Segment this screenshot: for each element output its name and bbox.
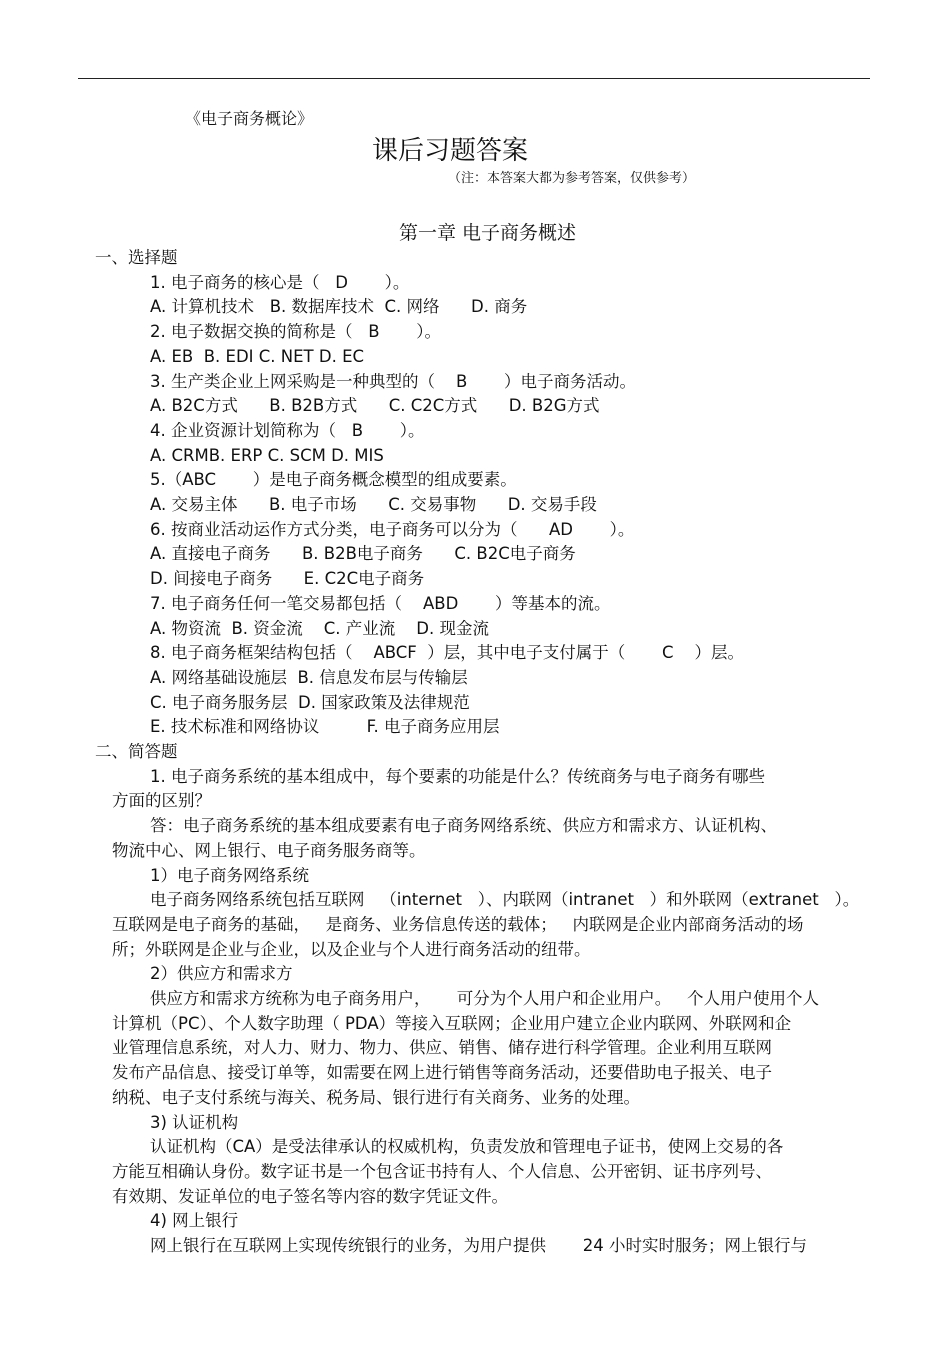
text-line: 4) 网上银行 (150, 1211, 239, 1231)
section-heading: 一、选择题 (95, 248, 178, 267)
text-line: 1. 电子商务的核心是（ D ）。 (150, 272, 410, 292)
text-line: 2. 电子数据交换的简称是（ B ）。 (150, 322, 442, 342)
text-line: 1. 电子商务系统的基本组成中，每个要素的功能是什么？传统商务与电子商务有哪些 (150, 766, 765, 786)
text-line: C. 电子商务服务层 D. 国家政策及法律规范 (150, 692, 470, 712)
text-line: 纳税、电子支付系统与海关、税务局、银行进行有关商务、业务的处理。 (112, 1087, 640, 1107)
text-line: A. B2C方式 B. B2B方式 C. C2C方式 D. B2G方式 (150, 396, 600, 416)
text-line: 业管理信息系统，对人力、财力、物力、供应、销售、储存进行科学管理。企业利用互联网 (112, 1038, 772, 1058)
text-line: 所；外联网是企业与企业，以及企业与个人进行商务活动的纽带。 (112, 939, 591, 959)
text-line: A. CRMB. ERP C. SCM D. MIS (150, 445, 384, 465)
text-line: A. EB B. EDI C. NET D. EC (150, 346, 365, 366)
text-line: 6. 按商业活动运作方式分类，电子商务可以分为（ AD ）。 (150, 519, 635, 539)
text-line: 2）供应方和需求方 (150, 964, 293, 984)
text-line: 计算机（PC）、个人数字助理（ PDA）等接入互联网；企业用户建立企业内联网、外联网和企 (112, 1013, 792, 1033)
text-line: 1）电子商务网络系统 (150, 865, 309, 885)
book-title: 《电子商务概论》 (185, 109, 314, 128)
text-line: 网上银行在互联网上实现传统银行的业务，为用户提供 24 小时实时服务；网上银行与 (150, 1236, 807, 1255)
text-line: A. 直接电子商务 B. B2B电子商务 C. B2C电子商务 (150, 544, 576, 564)
text-line: A. 计算机技术 B. 数据库技术 C. 网络 D. 商务 (150, 297, 528, 317)
text-line: 5.（ABC ）是电子商务概念模型的组成要素。 (150, 470, 517, 490)
text-line: 发布产品信息、接受订单等，如需要在网上进行销售等商务活动，还要借助电子报关、电子 (112, 1063, 772, 1083)
text-line: 有效期、发证单位的电子签名等内容的数字凭证文件。 (112, 1186, 508, 1206)
text-line: 3. 生产类企业上网采购是一种典型的（ B ）电子商务活动。 (150, 371, 637, 391)
text-line: 电子商务网络系统包括互联网 （internet ）、内联网（intranet ）和外联网（extranet ）。 (150, 890, 860, 910)
text-line: E. 技术标准和网络协议 F. 电子商务应用层 (150, 717, 500, 737)
header-rule (78, 78, 870, 79)
text-line: 7. 电子商务任何一笔交易都包括（ ABD ）等基本的流。 (150, 593, 611, 613)
note-text: （注：本答案大都为参考答案，仅供参考） (448, 171, 696, 186)
text-line: 供应方和需求方统称为电子商务用户， 可分为个人用户和企业用户。 个人用户使用个人 (150, 989, 819, 1008)
text-line: A. 物资流 B. 资金流 C. 产业流 D. 现金流 (150, 618, 489, 638)
text-line: 互联网是电子商务的基础， 是商务、业务信息传送的载体； 内联网是企业内部商务活动的场 (112, 914, 804, 934)
chapter-title: 第一章 电子商务概述 (398, 222, 577, 244)
text-line: 3) 认证机构 (150, 1112, 239, 1132)
text-line: 答：电子商务系统的基本组成要素有电子商务网络系统、供应方和需求方、认证机构、 (150, 816, 777, 836)
section-heading: 二、简答题 (95, 742, 178, 761)
text-line: 认证机构（CA）是受法律承认的权威机构，负责发放和管理电子证书，使网上交易的各 (150, 1137, 784, 1157)
text-line: 方面的区别？ (112, 791, 211, 811)
text-line: 物流中心、网上银行、电子商务服务商等。 (112, 840, 426, 860)
text-line: A. 网络基础设施层 B. 信息发布层与传输层 (150, 667, 468, 687)
text-line: 方能互相确认身份。数字证书是一个包含证书持有人、个人信息、公开密钥、证书序列号、 (112, 1161, 772, 1181)
text-line: 4. 企业资源计划简称为（ B ）。 (150, 420, 425, 440)
text-line: A. 交易主体 B. 电子市场 C. 交易事物 D. 交易手段 (150, 495, 597, 514)
page-title: 课后习题答案 (371, 136, 528, 166)
text-line: D. 间接电子商务 E. C2C电子商务 (150, 569, 425, 589)
text-line: 8. 电子商务框架结构包括（ ABCF ）层，其中电子支付属于（ C ）层。 (150, 643, 744, 663)
